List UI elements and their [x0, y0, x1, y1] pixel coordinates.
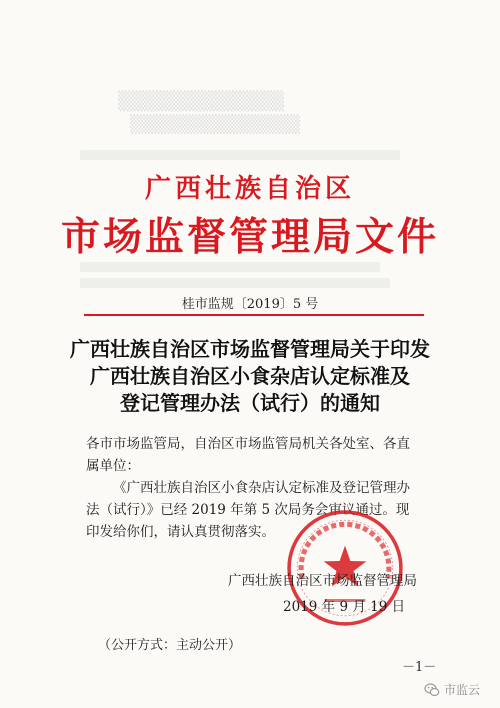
document-title — [50, 336, 450, 417]
addressee: 各市市场监管局，自治区市场监管局机关各处室、各直属单位： — [86, 436, 410, 474]
bleed-through-line — [80, 150, 400, 160]
body-paragraph: 《广西壮族自治区小食杂店认定标准及登记管理办法（试行）》已经 2019 年第 5 次局务会审议通过。现印发给你们，请认真贯彻落实。 — [86, 480, 410, 540]
bleed-through-text: ▒▒▒▒▒▒▒▒▒▒▒▒▒ — [130, 115, 300, 135]
page-number: －1－ — [402, 660, 437, 675]
wechat-icon — [424, 682, 440, 698]
title-line: 广西壮族自治区市场监督管理局关于印发 — [70, 337, 430, 361]
document-number: 桂市监规〔2019〕5 号 — [181, 297, 319, 312]
bleed-through-line — [80, 278, 390, 288]
watermark-label: 市监云 — [444, 683, 481, 697]
signature-issuer: 广西壮族自治区市场监督管理局 — [228, 573, 417, 589]
title-line: 登记管理办法（试行）的通知 — [120, 391, 380, 415]
source-watermark — [424, 681, 480, 698]
issue-date: 2019 年 9 月 19 日 — [283, 599, 406, 615]
bleed-through-text: ▒▒▒▒▒▒▒▒▒▒▒▒ — [118, 91, 285, 112]
bleed-through-line — [80, 262, 380, 272]
document-header: 市场监督管理局文件 — [60, 214, 439, 260]
red-divider — [84, 314, 424, 316]
title-line: 广西壮族自治区小食杂店认定标准及 — [90, 364, 410, 388]
issuer-name: 广西壮族自治区 — [144, 174, 355, 204]
disclosure-mode: （公开方式：主动公开） — [98, 638, 242, 653]
